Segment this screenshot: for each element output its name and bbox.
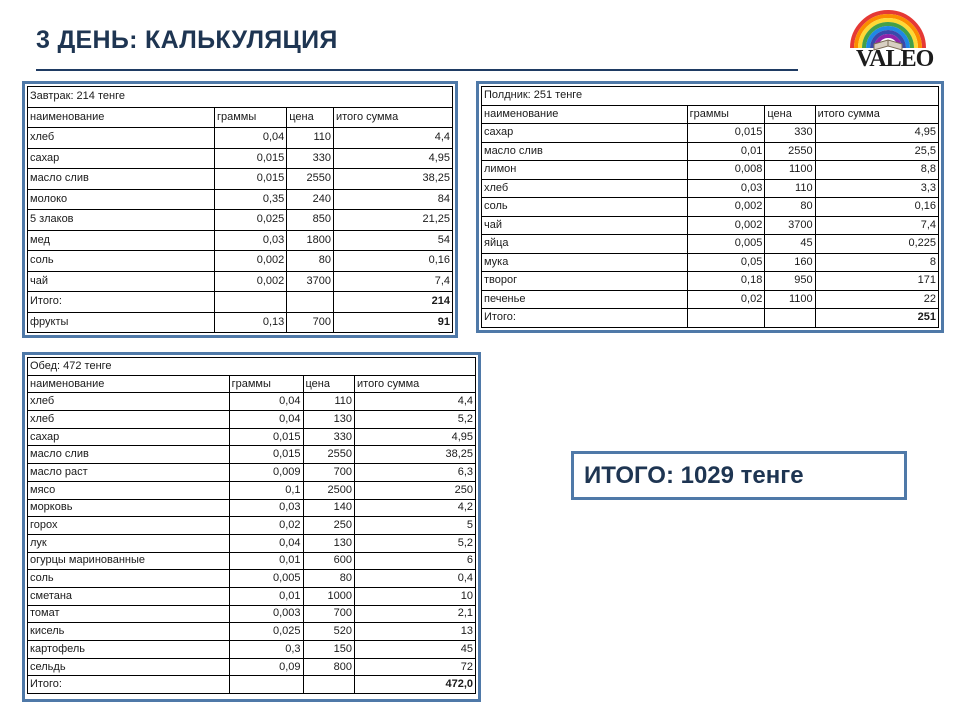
table-row [28,128,453,149]
item-grams: 0,002 [215,271,287,292]
item-name: фрукты [28,312,215,333]
item-grams: 0,3 [229,641,303,659]
item-grams: 0,04 [229,411,303,429]
item-grams: 0,008 [687,161,765,180]
item-grams: 0,005 [229,570,303,588]
item-name: горох [28,517,230,535]
item-name: соль [28,251,215,272]
item-price: 1000 [303,587,355,605]
item-price: 3700 [287,271,334,292]
item-grams: 0,015 [229,428,303,446]
total-label: Итого: [28,676,230,694]
table-row [28,393,476,411]
item-name: чай [28,271,215,292]
item-price: 250 [303,517,355,535]
item-name: соль [28,570,230,588]
item-grams: 0,02 [229,517,303,535]
item-price: 700 [287,312,334,333]
total-value: 214 [334,292,453,313]
item-sum: 0,4 [355,570,476,588]
item-grams: 0,015 [215,169,287,190]
item-sum: 7,4 [815,216,938,235]
table-row [28,641,476,659]
table-row [28,552,476,570]
snack-table-panel [476,81,944,333]
item-sum: 5,2 [355,534,476,552]
item-sum: 13 [355,623,476,641]
column-header: граммы [215,107,287,128]
title-divider [36,69,798,71]
item-price: 130 [303,534,355,552]
table-row [28,271,453,292]
item-name: молоко [28,189,215,210]
column-header: итого сумма [815,105,938,124]
table-row [482,216,939,235]
item-price: 2550 [287,169,334,190]
item-name: сметана [28,587,230,605]
item-price: 1100 [765,290,815,309]
item-grams: 0,009 [229,464,303,482]
table-row [28,446,476,464]
column-header: цена [303,375,355,393]
table-row [28,148,453,169]
item-grams: 0,01 [229,552,303,570]
item-sum: 171 [815,272,938,291]
table-row [482,142,939,161]
item-name: лук [28,534,230,552]
item-price: 150 [303,641,355,659]
item-name: масло раст [28,464,230,482]
item-price: 45 [765,235,815,254]
item-price: 600 [303,552,355,570]
item-sum: 72 [355,658,476,676]
column-header: наименование [482,105,688,124]
item-price: 330 [303,428,355,446]
item-name: хлеб [28,393,230,411]
item-price: 2550 [303,446,355,464]
item-sum: 0,16 [334,251,453,272]
table-row [482,272,939,291]
logo-text: VALEO [856,46,934,72]
item-name: 5 злаков [28,210,215,231]
total-value: 251 [815,309,938,328]
table-row [28,623,476,641]
table-row [28,312,453,333]
snack-caption: Полдник: 251 тенге [482,87,939,106]
item-price: 2550 [765,142,815,161]
table-row [28,517,476,535]
item-price: 950 [765,272,815,291]
item-sum: 4,4 [334,128,453,149]
breakfast-table [27,86,453,333]
item-sum: 6,3 [355,464,476,482]
item-name: хлеб [482,179,688,198]
table-row [28,230,453,251]
item-grams: 0,03 [215,230,287,251]
column-header: цена [287,107,334,128]
item-price: 140 [303,499,355,517]
item-grams: 0,04 [215,128,287,149]
item-sum: 84 [334,189,453,210]
item-sum: 45 [355,641,476,659]
lunch-table [27,357,476,694]
column-header: итого сумма [334,107,453,128]
table-header-row [482,105,939,124]
item-price: 110 [765,179,815,198]
item-name: масло слив [28,446,230,464]
item-price: 3700 [765,216,815,235]
lunch-caption: Обед: 472 тенге [28,358,476,376]
table-row [482,198,939,217]
item-price: 1100 [765,161,815,180]
item-sum: 4,95 [334,148,453,169]
item-name: лимон [482,161,688,180]
item-sum: 38,25 [334,169,453,190]
item-sum: 8,8 [815,161,938,180]
total-label: Итого: [28,292,215,313]
item-name: картофель [28,641,230,659]
item-sum: 8 [815,253,938,272]
item-grams: 0,005 [687,235,765,254]
table-row [28,605,476,623]
table-row [28,570,476,588]
item-name: мука [482,253,688,272]
item-grams: 0,025 [215,210,287,231]
item-grams: 0,01 [687,142,765,161]
item-name: масло слив [28,169,215,190]
item-grams: 0,35 [215,189,287,210]
table-row [28,251,453,272]
total-row [28,676,476,694]
item-price: 330 [287,148,334,169]
page-title: 3 ДЕНЬ: КАЛЬКУЛЯЦИЯ [36,26,338,54]
item-sum: 10 [355,587,476,605]
item-name: огурцы маринованные [28,552,230,570]
item-sum: 0,16 [815,198,938,217]
item-grams: 0,18 [687,272,765,291]
item-grams: 0,03 [229,499,303,517]
item-name: кисель [28,623,230,641]
item-sum: 54 [334,230,453,251]
column-header: граммы [229,375,303,393]
item-name: творог [482,272,688,291]
item-grams: 0,04 [229,534,303,552]
table-row [482,179,939,198]
table-row [28,411,476,429]
table-row [28,210,453,231]
item-name: мясо [28,481,230,499]
table-row [28,499,476,517]
item-price: 700 [303,605,355,623]
item-sum: 7,4 [334,271,453,292]
item-name: чай [482,216,688,235]
column-header: цена [765,105,815,124]
item-grams: 0,002 [687,198,765,217]
item-name: сахар [28,148,215,169]
item-sum: 91 [334,312,453,333]
table-row [482,235,939,254]
item-price: 850 [287,210,334,231]
column-header: итого сумма [355,375,476,393]
item-price: 80 [287,251,334,272]
item-grams: 0,015 [687,124,765,143]
item-price: 110 [303,393,355,411]
item-price: 160 [765,253,815,272]
item-grams: 0,13 [215,312,287,333]
table-header-row [28,107,453,128]
lunch-table-panel [22,352,481,702]
item-price: 700 [303,464,355,482]
table-row [28,464,476,482]
total-row [482,309,939,328]
snack-table [481,86,939,328]
item-price: 800 [303,658,355,676]
table-row [28,658,476,676]
table-row [482,161,939,180]
breakfast-caption: Завтрак: 214 тенге [28,87,453,108]
item-sum: 4,4 [355,393,476,411]
item-sum: 4,95 [815,124,938,143]
table-row [482,253,939,272]
item-grams: 0,015 [215,148,287,169]
item-grams: 0,05 [687,253,765,272]
table-row [482,290,939,309]
column-header: наименование [28,107,215,128]
item-sum: 250 [355,481,476,499]
item-sum: 2,1 [355,605,476,623]
item-price: 520 [303,623,355,641]
item-sum: 25,5 [815,142,938,161]
table-row [28,481,476,499]
item-sum: 6 [355,552,476,570]
item-price: 110 [287,128,334,149]
item-name: соль [482,198,688,217]
item-price: 330 [765,124,815,143]
item-sum: 3,3 [815,179,938,198]
item-name: хлеб [28,411,230,429]
item-price: 80 [303,570,355,588]
table-header-row [28,375,476,393]
column-header: наименование [28,375,230,393]
item-grams: 0,1 [229,481,303,499]
item-sum: 0,225 [815,235,938,254]
item-name: морковь [28,499,230,517]
item-name: томат [28,605,230,623]
item-sum: 4,2 [355,499,476,517]
table-row [28,587,476,605]
item-sum: 4,95 [355,428,476,446]
item-price: 1800 [287,230,334,251]
item-grams: 0,003 [229,605,303,623]
table-row [28,189,453,210]
total-label: Итого: [482,309,688,328]
item-name: хлеб [28,128,215,149]
column-header: граммы [687,105,765,124]
item-sum: 5,2 [355,411,476,429]
item-price: 2500 [303,481,355,499]
item-name: сахар [482,124,688,143]
grand-total-label: ИТОГО: 1029 тенге [584,461,804,489]
item-name: мед [28,230,215,251]
item-grams: 0,01 [229,587,303,605]
item-sum: 22 [815,290,938,309]
total-value: 472,0 [355,676,476,694]
item-grams: 0,04 [229,393,303,411]
item-name: яйца [482,235,688,254]
item-grams: 0,002 [687,216,765,235]
item-grams: 0,09 [229,658,303,676]
item-name: сахар [28,428,230,446]
grand-total-box [571,451,907,500]
item-sum: 5 [355,517,476,535]
item-grams: 0,002 [215,251,287,272]
item-sum: 38,25 [355,446,476,464]
item-price: 80 [765,198,815,217]
item-price: 130 [303,411,355,429]
item-sum: 21,25 [334,210,453,231]
table-row [28,428,476,446]
item-name: масло слив [482,142,688,161]
table-row [28,169,453,190]
table-row [482,124,939,143]
total-row [28,292,453,313]
item-grams: 0,015 [229,446,303,464]
item-name: печенье [482,290,688,309]
item-grams: 0,025 [229,623,303,641]
item-grams: 0,03 [687,179,765,198]
breakfast-table-panel [22,81,458,338]
item-grams: 0,02 [687,290,765,309]
item-name: сельдь [28,658,230,676]
item-price: 240 [287,189,334,210]
table-row [28,534,476,552]
